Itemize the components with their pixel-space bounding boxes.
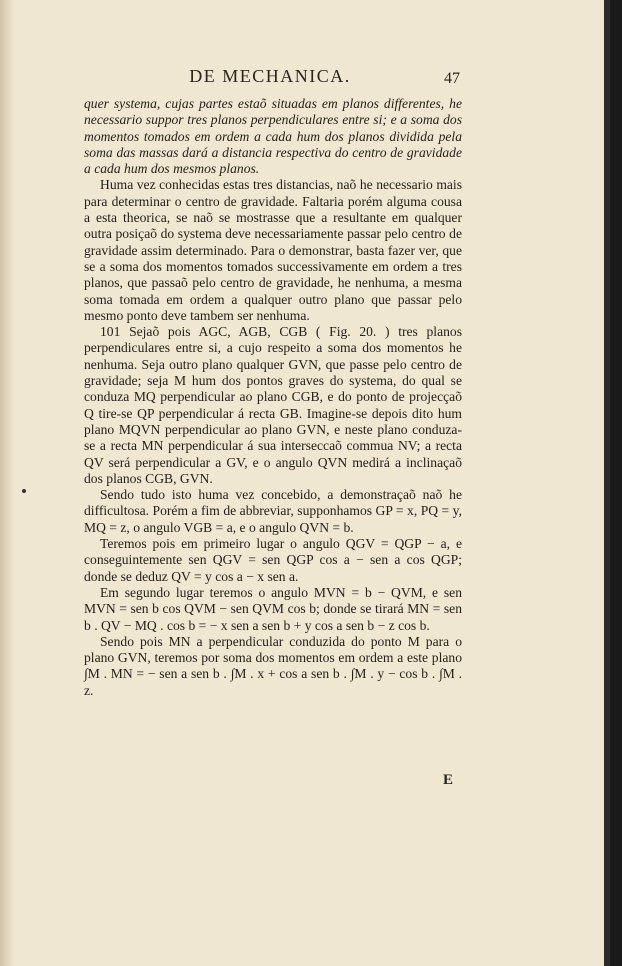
paragraph: quer systema, cujas partes estaõ situadas em planos differentes, he necessario suppor tres planos perpendiculares entre si; e a soma dos momentos tomados em ordem a cada hum dos planos dividida pela soma das massas dará a distancia respectiva do centro de gravidade a cada hum dos mesmos planos. [84, 96, 462, 177]
text-body [84, 96, 462, 699]
paragraph: Sendo pois MN a perpendicular conduzida do ponto M para o plano GVN, teremos por soma dos momentos em ordem a este plano ∫M . MN = − sen a sen b . ∫M . x + cos a sen b . ∫M . y − cos b . ∫M . z. [84, 633, 462, 698]
margin-mark [22, 489, 26, 493]
paragraph: Em segundo lugar teremos o angulo MVN = b − QVM, e sen MVN = sen b cos QVM − sen QVM cos b; donde se tirará MN = sen b . QV − MQ . cos b = − x sen a sen b + y cos a sen b − z cos b. [84, 584, 462, 633]
paragraph: Sendo tudo isto huma vez concebido, a demonstraçaõ naõ he difficultosa. Porém a fim de abbreviar, supponhamos GP = x, PQ = y, MQ = z, o angulo VGB = a, e o angulo QVN = b. [84, 487, 462, 535]
page-number: 47 [444, 70, 460, 87]
running-head: DE MECHANICA. [189, 66, 351, 86]
paragraph: 101 Sejaõ pois AGC, AGB, CGB ( Fig. 20. ) tres planos perpendiculares entre si, a cujo respeito a soma dos momentos he nenhuma. Seja outro plano qualquer GVN, que passe pelo centro de gravidade; seja M hum dos pontos graves do systema, do qual se conduza MQ perpendicular ao plano CGB, e do ponto de projecçaõ Q tire-se QP perpendicular á recta GB. Imagine-se depois dito hum plano MQVN perpendicular ao plano GVN, e neste plano conduza-se a recta MN perpendicular á sua interseccaõ commua NV; a recta QV será perpendicular a GV, e o angulo QVN medirá a inclinaçaõ dos planos CGB, GVN. [84, 324, 462, 486]
paragraph: Huma vez conhecidas estas tres distancias, naõ he necessario mais para determinar o centro de gravidade. Faltaria porém alguma cousa a esta theorica, se naõ se mostrasse que a resultante em qualquer outra posiçaõ do systema deve necessariamente passar pelo centro de gravidade assim determinado. Para o demonstrar, basta fazer ver, que se a soma dos momentos tomados successivamente em ordem a tres planos, que passaõ pelo centro de gravidade, he nenhuma, a mesma soma tomada em ordem a qualquer outro plano que passar pelo mesmo ponto deve tambem ser nenhuma. [84, 177, 462, 323]
paragraph: Teremos pois em primeiro lugar o angulo QGV = QGP − a, e conseguintemente sen QGV = sen QGP cos a − sen a cos QGP; donde se deduz QV = y cos a − x sen a. [84, 536, 462, 584]
signature-mark: E [443, 772, 454, 788]
